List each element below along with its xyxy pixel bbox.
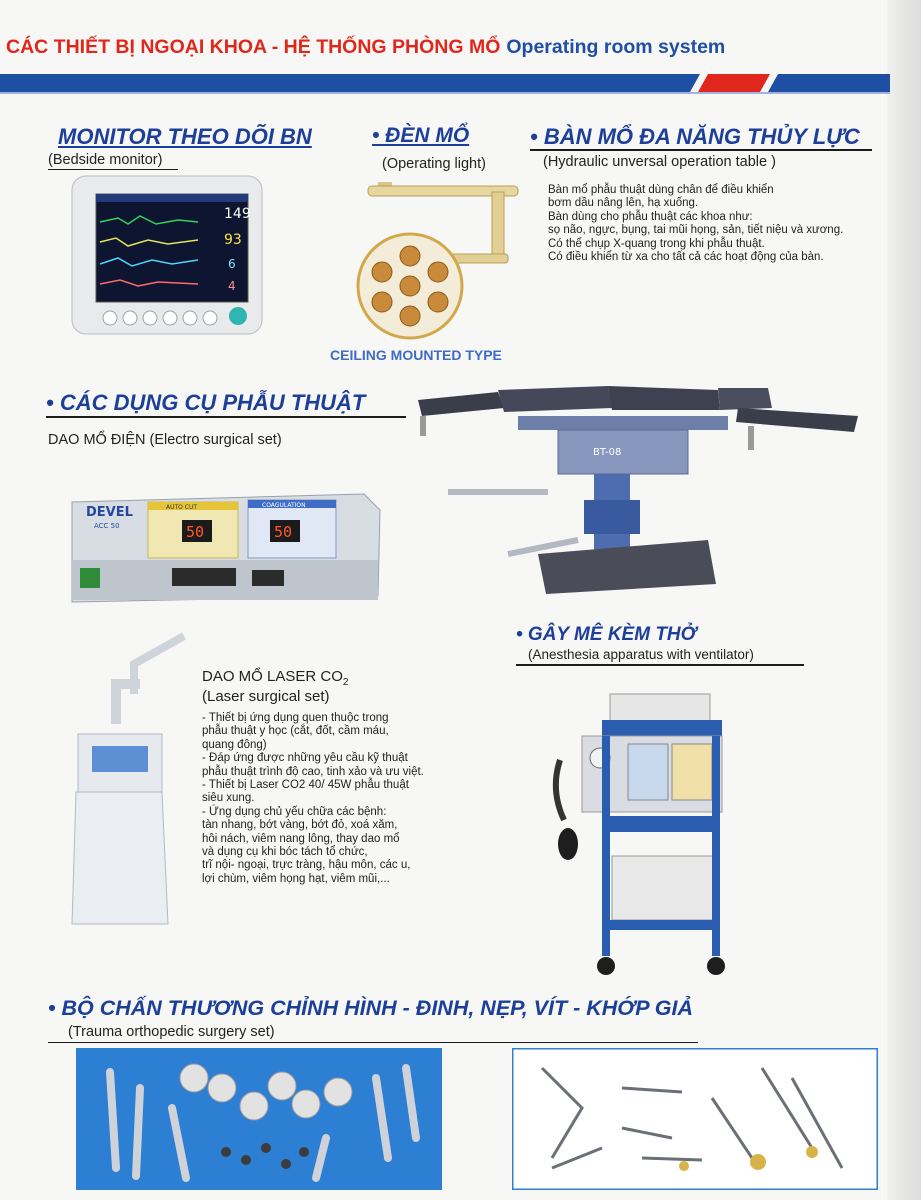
monitor-reading: 93 xyxy=(224,232,242,248)
text-line: phẫu thuật trình độ cao, tinh xảo và ưu việt. xyxy=(202,765,424,778)
auto-cut-label: AUTO CUT xyxy=(166,504,198,511)
trauma-instruments-image xyxy=(512,1048,878,1190)
laser-description xyxy=(202,712,446,886)
laser-device-image xyxy=(64,624,204,934)
text-line: tàn nhang, bớt vàng, bớt đỏ, xoá xăm, xyxy=(202,819,398,832)
instruments-rule xyxy=(46,416,406,418)
text-line: lợi chùm, viêm họng hạt, viêm mũi,... xyxy=(202,872,390,885)
device-model: ACC 50 xyxy=(94,522,120,530)
trauma-rule xyxy=(48,1042,698,1043)
text-line: phẫu thuật y học (cắt, đốt, cầm máu, xyxy=(202,725,389,738)
monitor-rule xyxy=(48,169,178,170)
table-rule xyxy=(530,149,872,151)
operating-light-image xyxy=(338,174,520,344)
light-caption: CEILING MOUNTED TYPE xyxy=(330,347,502,363)
monitor-reading: 149 xyxy=(224,206,251,222)
header-title-vn: CÁC THIẾT BỊ NGOẠI KHOA - HỆ THỐNG PHÒNG MỔ xyxy=(6,36,501,58)
monitor-subtitle: (Bedside monitor) xyxy=(48,152,163,168)
anesthesia-title: • GÂY MÊ KÈM THỞ xyxy=(516,624,697,645)
text-line: - Thiết bị Laser CO2 40/ 45W phẫu thuật xyxy=(202,779,409,792)
orthopedic-implants-image xyxy=(76,1048,442,1190)
text-line: Bàn dùng cho phẫu thuật các khoa như: xyxy=(548,210,753,223)
laser-title-subscript: 2 xyxy=(342,677,349,688)
text-line: trĩ nội- ngoại, trực tràng, hậu môn, các u, xyxy=(202,859,411,872)
anesthesia-apparatus-image xyxy=(546,680,736,980)
table-model-label: BT-08 xyxy=(593,447,622,458)
monitor-reading: 4 xyxy=(228,279,236,293)
text-line: - Đáp ứng được những yêu cầu kỹ thuật xyxy=(202,752,408,765)
anesthesia-rule xyxy=(516,664,804,666)
light-title: • ĐÈN MỔ xyxy=(372,124,470,147)
text-line: bơm dầu nâng lên, hạ xuống. xyxy=(548,197,699,210)
text-line: sọ não, ngực, bụng, tai mũi họng, sản, tiết niệu và xương. xyxy=(548,224,844,237)
electro-label: DAO MỔ ĐIỆN (Electro surgical set) xyxy=(48,432,282,448)
text-line: hôi nách, viêm nang lông, thay dao mổ xyxy=(202,832,400,845)
table-description xyxy=(548,184,864,264)
text-line: - Thiết bị ứng dụng quen thuộc trong xyxy=(202,712,389,724)
auto-cut-display: 50 xyxy=(186,523,205,541)
header-stripe xyxy=(0,72,921,94)
table-title: • BÀN MỔ ĐA NĂNG THỦY LỰC xyxy=(530,124,860,149)
page-edge-shadow xyxy=(887,0,921,1200)
text-line: Bàn mổ phẫu thuật dùng chân để điều khiển xyxy=(548,184,774,196)
electro-surgical-device-image xyxy=(64,490,382,604)
text-line: - Ứng dụng chủ yếu chữa các bệnh: xyxy=(202,805,387,818)
page-header xyxy=(6,36,725,59)
laser-title-main: DAO MỔ LASER CO xyxy=(202,668,343,685)
laser-subtitle: (Laser surgical set) xyxy=(202,688,330,705)
operating-table-image xyxy=(408,380,864,602)
coagulation-display: 50 xyxy=(274,523,293,541)
light-subtitle: (Operating light) xyxy=(382,156,486,172)
device-brand: DEVEL xyxy=(86,505,133,520)
header-title-en: Operating room system xyxy=(506,36,726,58)
instruments-title: • CÁC DỤNG CỤ PHẪU THUẬT xyxy=(46,390,366,415)
trauma-title: • BỘ CHẤN THƯƠNG CHỈNH HÌNH - ĐINH, NẸP, VÍT - KHỚP GIẢ xyxy=(48,996,694,1020)
laser-title xyxy=(202,668,348,688)
monitor-reading: 6 xyxy=(228,257,236,271)
coagulation-label: COAGULATION xyxy=(262,502,306,509)
bedside-monitor-image xyxy=(68,172,268,340)
text-line: Có điều khiển từ xa cho tất cả các hoạt động của bàn. xyxy=(548,251,824,264)
table-subtitle: (Hydraulic unversal operation table ) xyxy=(543,154,776,170)
text-line: quang đông) xyxy=(202,738,267,751)
monitor-title: MONITOR THEO DÕI BN xyxy=(58,124,312,149)
anesthesia-subtitle: (Anesthesia apparatus with ventilator) xyxy=(528,647,754,662)
text-line: Có thể chụp X-quang trong khi phẫu thuật. xyxy=(548,237,765,250)
text-line: siêu xung. xyxy=(202,792,255,805)
text-line: và dụng cụ khi bóc tách tổ chức, xyxy=(202,846,368,859)
trauma-subtitle: (Trauma orthopedic surgery set) xyxy=(68,1024,275,1040)
